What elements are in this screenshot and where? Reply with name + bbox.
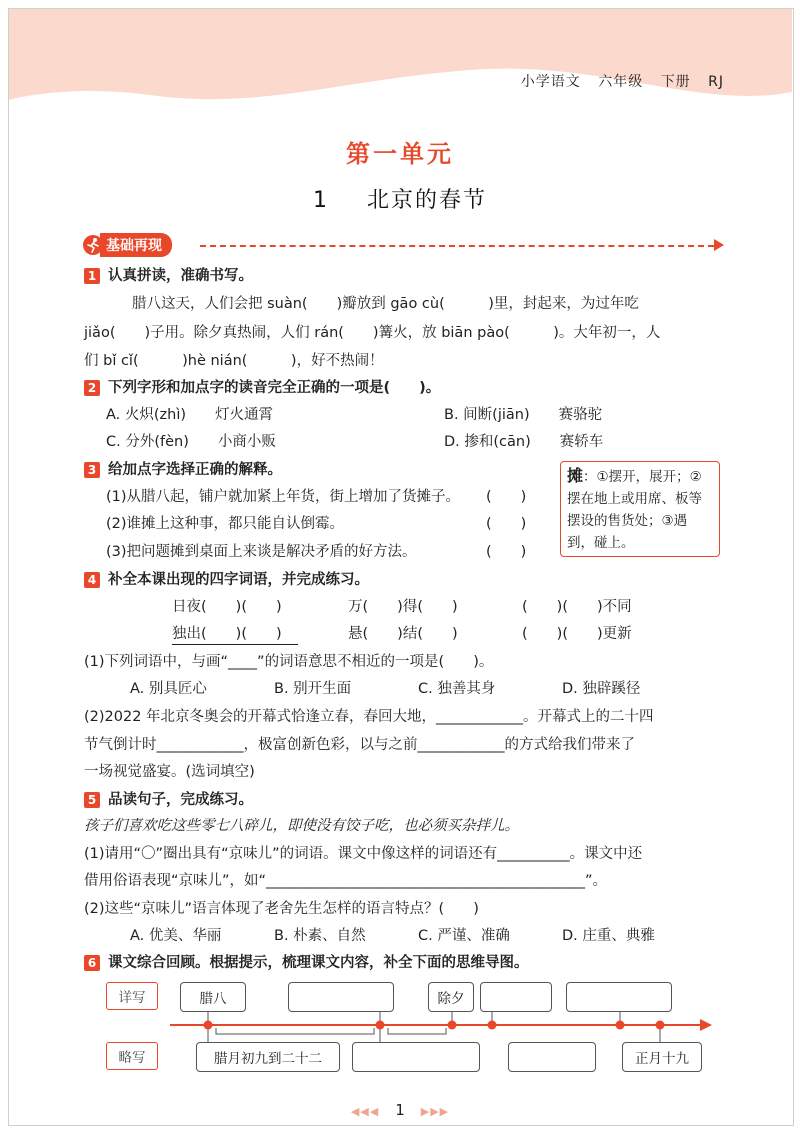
q6-title-row <box>84 953 726 973</box>
q2-title: 下列字形和加点字的读音完全正确的一项是( )。 <box>108 380 441 396</box>
lesson-name: 北京的春节 <box>366 188 487 213</box>
tag-brief: 略写 <box>106 1042 158 1070</box>
blank-box-2[interactable] <box>480 982 552 1012</box>
definition-tip-box <box>560 461 720 557</box>
section-label: 基础再现 <box>100 233 172 257</box>
page-number: 1 <box>395 1101 405 1119</box>
q4-word-5: 悬( )结( ) <box>348 626 458 642</box>
q2-option-b: B. 间断(jiān) 赛骆驼 <box>444 407 603 423</box>
q4-number: 4 <box>84 572 100 588</box>
q1-title-row <box>84 266 726 286</box>
q4-word-4: 独出( )( ) <box>172 624 298 645</box>
box-laba: 腊八 <box>180 982 246 1012</box>
q5-sub2: (2)这些“京味儿”语言体现了老舍先生怎样的语言特点？( ) <box>84 901 479 917</box>
q2-option-d: D. 掺和(cān) 赛轿车 <box>444 434 604 450</box>
q4-word-1: 日夜( )( ) <box>172 599 282 615</box>
q6-number: 6 <box>84 955 100 971</box>
q4-sub2-line-1: (2)2022 年北京冬奥会的开幕式恰逢立春，春回大地，____________。开幕式上的二十四 <box>84 709 654 725</box>
q5-option-a: A. 优美、华丽 <box>130 928 222 944</box>
section-arrow-icon <box>714 239 724 251</box>
q4-sub2-line-2: 节气倒计时____________，极富创新色彩，以与之前____________的方式给我们带来了 <box>84 737 635 753</box>
q2-title-row <box>84 378 726 398</box>
q6-title: 课文综合回顾。根据提示，梳理课文内容，补全下面的思维导图。 <box>108 955 529 971</box>
section-badge <box>82 234 172 256</box>
q4-sub1-option-a: A. 别具匠心 <box>130 681 207 697</box>
q4-word-3: ( )( )不同 <box>522 599 632 615</box>
mind-map <box>100 976 720 1076</box>
q2-option-a: A. 火炽(zhì) 灯火通霄 <box>106 407 274 423</box>
q5-title-row <box>84 790 726 810</box>
q4-title-row <box>84 570 726 590</box>
q3-answer-2: ( ) <box>486 516 527 532</box>
tip-character: 摊 <box>567 466 584 485</box>
q1-line-3: 们 bǐ cǐ( )hè nián( )，好不热闹！ <box>84 353 384 369</box>
right-arrows-icon: ▶▶▶ <box>420 1105 450 1118</box>
box-end-date: 正月十九 <box>622 1042 702 1072</box>
q3-title: 给加点字选择正确的解释。 <box>108 462 282 478</box>
lesson-title <box>0 183 800 214</box>
header-term: 下册 <box>660 74 691 90</box>
tag-detailed: 详写 <box>106 982 158 1010</box>
q3-answer-1: ( ) <box>486 489 527 505</box>
unit-title: 第一单元 <box>346 140 454 168</box>
q4-sub1-option-c: C. 独善其身 <box>418 681 496 697</box>
q5-number: 5 <box>84 792 100 808</box>
box-date-range: 腊月初九到二十二 <box>196 1042 340 1072</box>
box-chuxi: 除夕 <box>428 982 474 1012</box>
q5-sub1-line-2: 借用俗语表现“京味儿”，如“____________________________________________”。 <box>84 873 608 889</box>
q5-option-c: C. 严谨、准确 <box>418 928 510 944</box>
blank-box-5[interactable] <box>508 1042 596 1072</box>
q3-number: 3 <box>84 462 100 478</box>
q2-number: 2 <box>84 380 100 396</box>
blank-box-4[interactable] <box>352 1042 480 1072</box>
q4-word-6: ( )( )更新 <box>522 626 632 642</box>
q3-title-row <box>84 460 554 480</box>
q3-item-3: (3)把问题摊到桌面上来谈是解决矛盾的好方法。 <box>106 544 417 560</box>
q2-option-c: C. 分外(fèn) 小商小贩 <box>106 434 276 450</box>
q4-word-2: 万( )得( ) <box>348 599 458 615</box>
header-grade: 六年级 <box>598 74 644 90</box>
q1-title: 认真拼读，准确书写。 <box>108 268 253 284</box>
section-header <box>82 234 724 256</box>
q3-answer-3: ( ) <box>486 544 527 560</box>
q5-title: 品读句子，完成练习。 <box>108 792 253 808</box>
tip-definitions: ：①摆开，展开；②摆在地上或用席、板等摆设的售货处；③遇到，碰上。 <box>567 469 702 551</box>
q5-option-d: D. 庄重、典雅 <box>562 928 655 944</box>
q4-title: 补全本课出现的四字词语，并完成练习。 <box>108 572 369 588</box>
q4-sub1: (1)下列词语中，与画“____”的词语意思不相近的一项是( )。 <box>84 654 494 670</box>
left-arrows-icon: ◀◀◀ <box>350 1105 380 1118</box>
page-header <box>509 71 724 91</box>
page-footer <box>0 1101 800 1119</box>
blank-box-1[interactable] <box>288 982 394 1012</box>
q3-item-2: (2)谁摊上这种事，都只能自认倒霉。 <box>106 516 345 532</box>
q1-line-1: 腊八这天，人们会把 suàn( )瓣放到 gāo cù( )里，封起来，为过年吃 <box>132 296 639 312</box>
q4-sub1-option-d: D. 独辟蹊径 <box>562 681 641 697</box>
lesson-number: 1 <box>312 188 329 213</box>
q3-item-1: (1)从腊八起，铺户就加紧上年货，街上增加了货摊子。 <box>106 489 461 505</box>
q5-option-b: B. 朴素、自然 <box>274 928 366 944</box>
header-wave <box>0 0 800 120</box>
q5-quote: 孩子们喜欢吃这些零七八碎儿，即使没有饺子吃，也必须买杂拌儿。 <box>84 818 519 834</box>
q4-sub1-option-b: B. 别开生面 <box>274 681 352 697</box>
header-subject: 小学语文 <box>520 74 581 90</box>
q5-sub1-line-1: (1)请用“〇”圈出具有“京味儿”的词语。课文中像这样的词语还有__________。课文中还 <box>84 846 643 862</box>
header-edition: RJ <box>708 74 724 90</box>
q1-number: 1 <box>84 268 100 284</box>
blank-box-3[interactable] <box>566 982 672 1012</box>
section-divider <box>200 245 714 247</box>
q4-sub2-line-3: 一场视觉盛宴。(选词填空) <box>84 764 255 780</box>
q1-line-2: jiǎo( )子用。除夕真热闹，人们 rán( )篝火，放 biān pào( )。大年初一，人 <box>84 325 661 341</box>
